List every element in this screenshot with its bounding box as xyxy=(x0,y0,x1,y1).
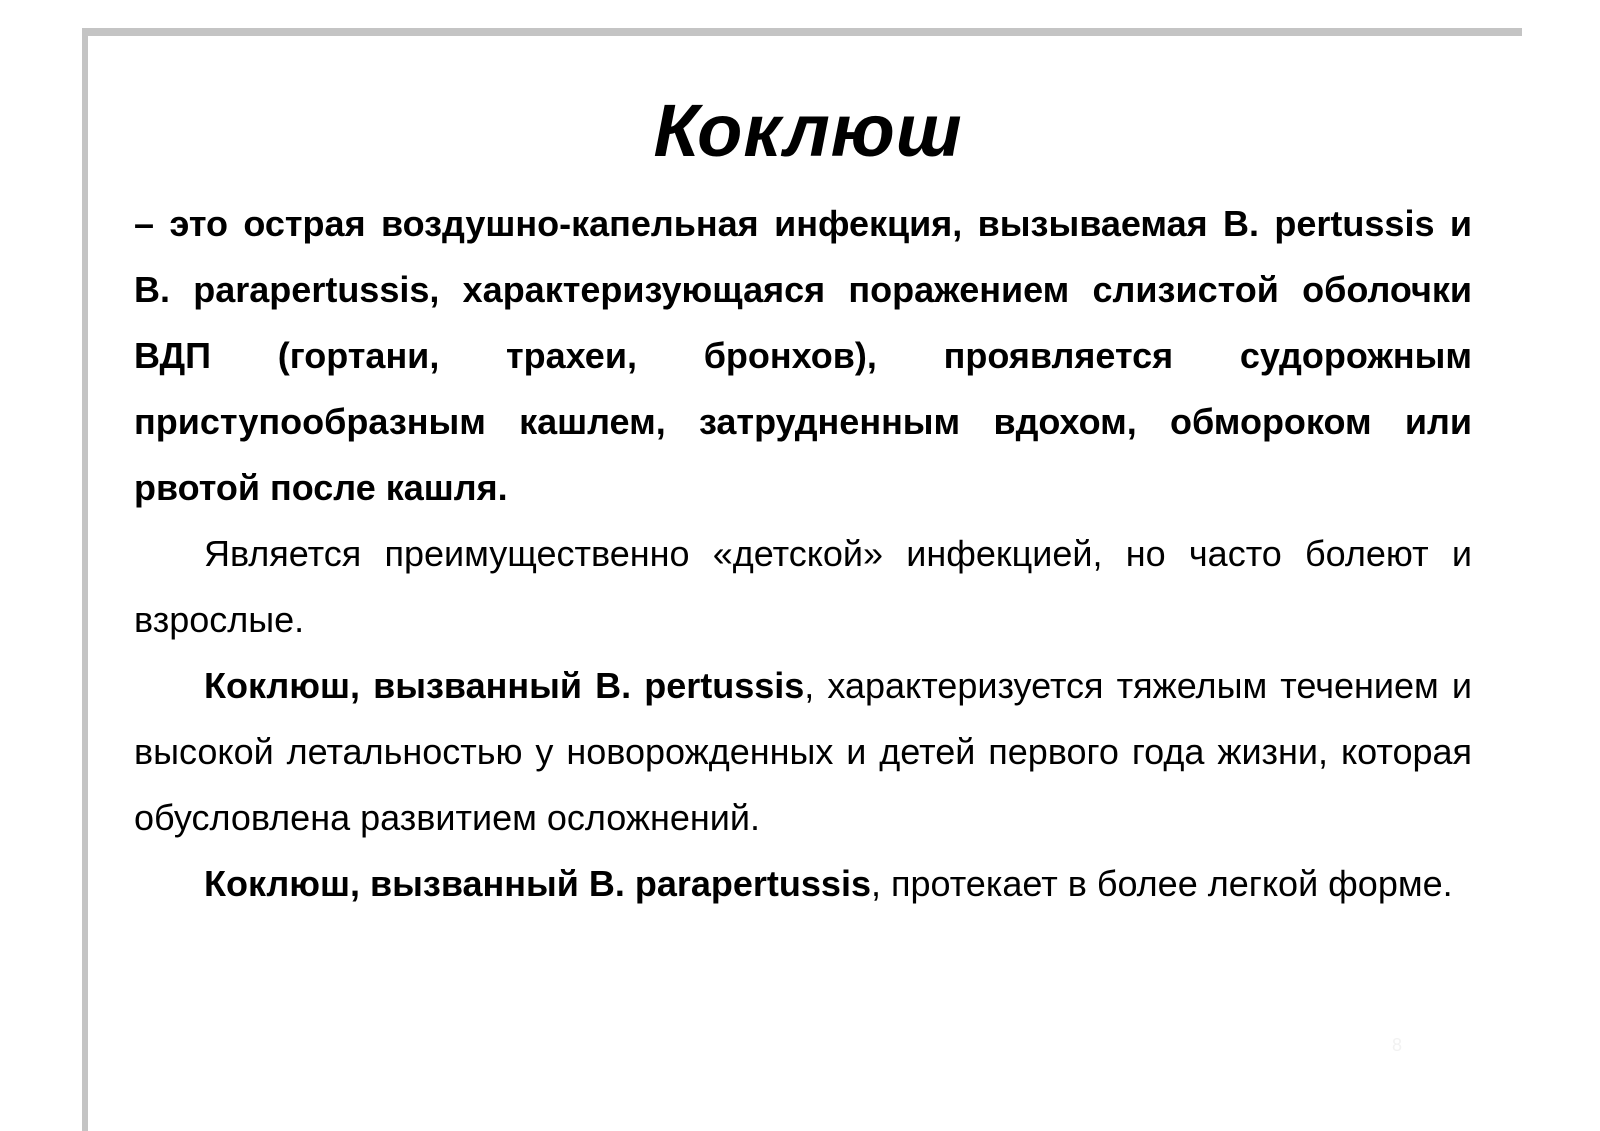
definition-paragraph xyxy=(134,191,1472,521)
children-paragraph: Является преимущественно «детской» инфекцией, но часто болеют и взрослые. xyxy=(134,533,1472,640)
page-title: Коклюш xyxy=(653,89,963,172)
definition-dash: – xyxy=(134,203,170,244)
slide xyxy=(82,28,1522,1131)
page-number: 8 xyxy=(1391,1035,1402,1055)
pertussis-heading: Коклюш, вызванный B. pertussis xyxy=(204,665,805,706)
pertussis-paragraph xyxy=(134,653,1472,851)
pertussis-text: , характеризуется тяжелым течением и высокой летальностью у новорожденных и детей первого года жизни, которая обусловлена развитием осложнений. xyxy=(134,665,1472,838)
parapertussis-paragraph xyxy=(134,851,1472,917)
definition-text: это острая воздушно-капельная инфекция, вызываемая B. pertussis и B. parapertussis, характеризующаяся поражением слизистой оболочки ВДП (гортани, трахеи, бронхов), проявляется судорожным приступообразным кашлем, затрудненным вдохом, обмороком или рвотой после кашля. xyxy=(134,203,1473,508)
parapertussis-heading: Коклюш, вызванный B. parapertussis xyxy=(204,863,871,904)
parapertussis-text: , протекает в более легкой форме. xyxy=(870,863,1453,904)
slide-body xyxy=(134,191,1472,917)
